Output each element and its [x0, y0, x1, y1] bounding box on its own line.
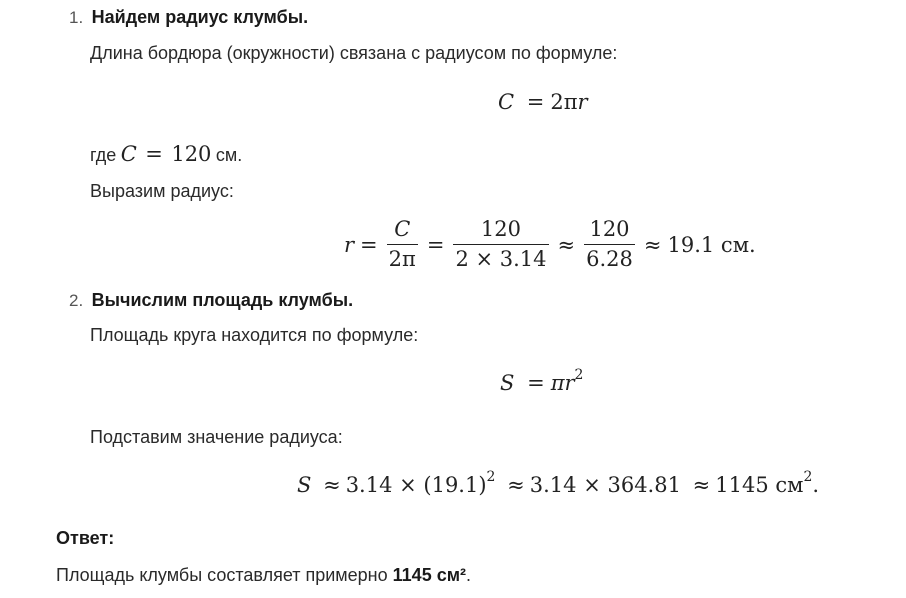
fraction-denominator: 2π	[387, 244, 418, 271]
answer-suffix: .	[466, 565, 472, 585]
step2-heading	[69, 290, 353, 311]
step1-heading	[69, 7, 308, 28]
equals-sign: =	[426, 232, 445, 257]
approx-sign: ≈	[643, 232, 662, 257]
step1-text: Длина бордюра (окружности) связана с радиусом по формуле:	[90, 43, 618, 63]
step2-title: Вычислим площадь клумбы.	[91, 290, 354, 310]
formula-coef: 2π	[550, 90, 578, 114]
step2-number: 2.	[69, 291, 84, 310]
answer-label: Ответ:	[56, 528, 115, 548]
fraction-120-over-628	[584, 218, 635, 271]
answer-value: 1145 см²	[392, 565, 467, 585]
equals-sign: =	[360, 232, 378, 257]
where-prefix: где	[90, 145, 117, 165]
approx-sign: ≈	[323, 473, 341, 497]
area-rhs: πr	[550, 371, 575, 395]
formula-var-c: C	[498, 90, 515, 114]
fraction-numerator: 120	[480, 217, 522, 241]
step2-text: Площадь круга находится по формуле:	[90, 325, 419, 345]
area-formula	[500, 367, 584, 395]
step1-number: 1.	[69, 8, 84, 27]
radius-equation	[344, 218, 756, 271]
calc-result: 1145 см	[715, 473, 804, 497]
approx-sign: ≈	[557, 232, 576, 257]
fraction-numerator: C	[394, 217, 411, 241]
answer-text	[56, 565, 471, 586]
calc-part1: 3.14 × (19.1)	[345, 473, 487, 497]
fraction-denominator: 6.28	[584, 244, 635, 271]
substitute-text: Подставим значение радиуса:	[90, 427, 343, 447]
area-calculation	[297, 469, 820, 497]
where-var: C	[120, 142, 137, 166]
fraction-120-over-2x314	[453, 218, 548, 271]
where-equals: =	[145, 142, 163, 166]
answer-prefix: Площадь клумбы составляет примерно	[56, 565, 388, 585]
period: .	[812, 473, 820, 497]
circumference-formula	[498, 90, 588, 114]
area-var: S	[500, 371, 515, 395]
area-var: S	[297, 473, 312, 497]
approx-sign: ≈	[692, 473, 711, 497]
formula-var-r: r	[577, 90, 588, 114]
fraction-numerator: 120	[589, 217, 630, 241]
radius-result: 19.1 см.	[667, 232, 756, 257]
calc-part2: 3.14 × 364.81	[529, 473, 681, 497]
approx-sign: ≈	[507, 473, 525, 497]
where-line	[90, 142, 242, 166]
equals-sign: =	[527, 371, 545, 395]
exponent: 2	[486, 469, 496, 485]
where-unit: см.	[215, 145, 243, 165]
where-value: 120	[171, 142, 212, 166]
fraction-denominator: 2 × 3.14	[453, 244, 548, 271]
radius-var: r	[344, 232, 355, 257]
exponent: 2	[574, 367, 584, 383]
step1-title: Найдем радиус клумбы.	[91, 7, 309, 27]
exponent: 2	[803, 469, 813, 485]
equals-sign: =	[526, 90, 545, 114]
fraction-c-over-2pi	[387, 218, 418, 271]
express-radius-text: Выразим радиус:	[90, 181, 234, 201]
